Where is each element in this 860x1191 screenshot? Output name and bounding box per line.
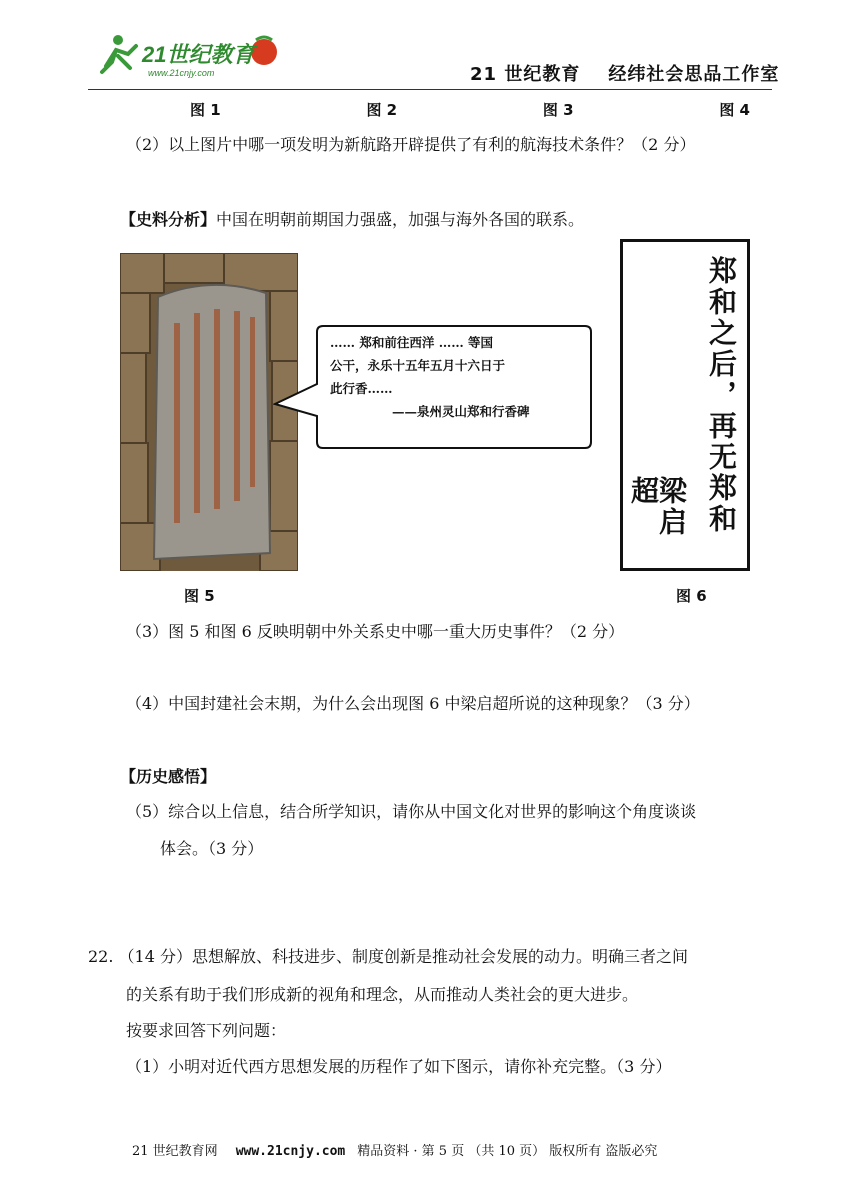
footer-right: 精品资料 · 第 5 页 （共 10 页） 版权所有 盗版必究 <box>357 1144 658 1159</box>
runner-icon <box>102 35 136 72</box>
fig2-label: 图 2 <box>366 101 398 119</box>
calligraphy-frame <box>620 239 750 571</box>
logo-url: www.21cnjy.com <box>148 68 215 78</box>
question-22-line-3: 按要求回答下列问题： <box>126 1021 287 1040</box>
calligraphy-quote: 郑和之后，再无郑和 <box>705 256 738 535</box>
stele-photo <box>120 253 298 571</box>
footer-left: 21 世纪教育网 <box>132 1144 218 1159</box>
fig3-label: 图 3 <box>542 101 574 119</box>
tomato-icon <box>251 37 277 65</box>
footer-site-link[interactable]: www.21cnjy.com <box>235 1144 346 1159</box>
header-titles <box>470 60 779 86</box>
inscription-text <box>330 331 530 423</box>
figure-labels-row <box>190 99 750 120</box>
inscription-line-2: 公干，永乐十五年五月十六日于 <box>330 358 506 373</box>
site-logo <box>96 28 286 84</box>
reflection-tag: 【历史感悟】 <box>120 767 217 786</box>
inscription-line-3: 此行香…… <box>330 381 393 396</box>
page-footer <box>132 1140 657 1159</box>
inscription-source: ——泉州灵山郑和行香碑 <box>392 404 530 419</box>
question-22-line-2: 的关系有助于我们形成新的视角和理念，从而推动人类社会的更大进步。 <box>126 985 639 1004</box>
analysis-paragraph <box>120 208 584 232</box>
header-studio: 经纬社会思品工作室 <box>608 64 780 85</box>
fig6-caption: 图 6 <box>676 587 707 605</box>
calligraphy-author: 梁启超 <box>627 476 688 538</box>
inscription-line-1: …… 郑和前往西洋 …… 等国 <box>330 335 494 350</box>
question-5-line-2: 体会。（3 分） <box>160 839 264 858</box>
analysis-text: 中国在明朝前期国力强盛，加强与海外各国的联系。 <box>216 210 585 229</box>
logo-wordmark: 21世纪教育 <box>142 42 255 67</box>
header-org: 21 世纪教育 <box>470 64 581 85</box>
question-5-line-1: （5）综合以上信息，结合所学知识，请你从中国文化对世界的影响这个角度谈谈 <box>126 802 697 821</box>
question-2: （2）以上图片中哪一项发明为新航路开辟提供了有利的航海技术条件？（2 分） <box>126 135 696 154</box>
analysis-tag: 【史料分析】 <box>120 210 217 229</box>
question-22-sub-1: （1）小明对近代西方思想发展的历程作了如下图示，请你补充完整。（3 分） <box>126 1057 672 1076</box>
fig1-label: 图 1 <box>190 101 221 119</box>
question-3: （3）图 5 和图 6 反映明朝中外关系史中哪一重大历史事件？（2 分） <box>126 622 625 641</box>
question-4: （4）中国封建社会末期，为什么会出现图 6 中梁启超所说的这种现象？（3 分） <box>126 694 700 713</box>
question-22-line-1: 22. （14 分）思想解放、科技进步、制度创新是推动社会发展的动力。明确三者之间 <box>88 947 688 966</box>
fig4-label: 图 4 <box>719 101 750 119</box>
fig5-caption: 图 5 <box>184 587 215 605</box>
header-divider <box>88 89 772 90</box>
